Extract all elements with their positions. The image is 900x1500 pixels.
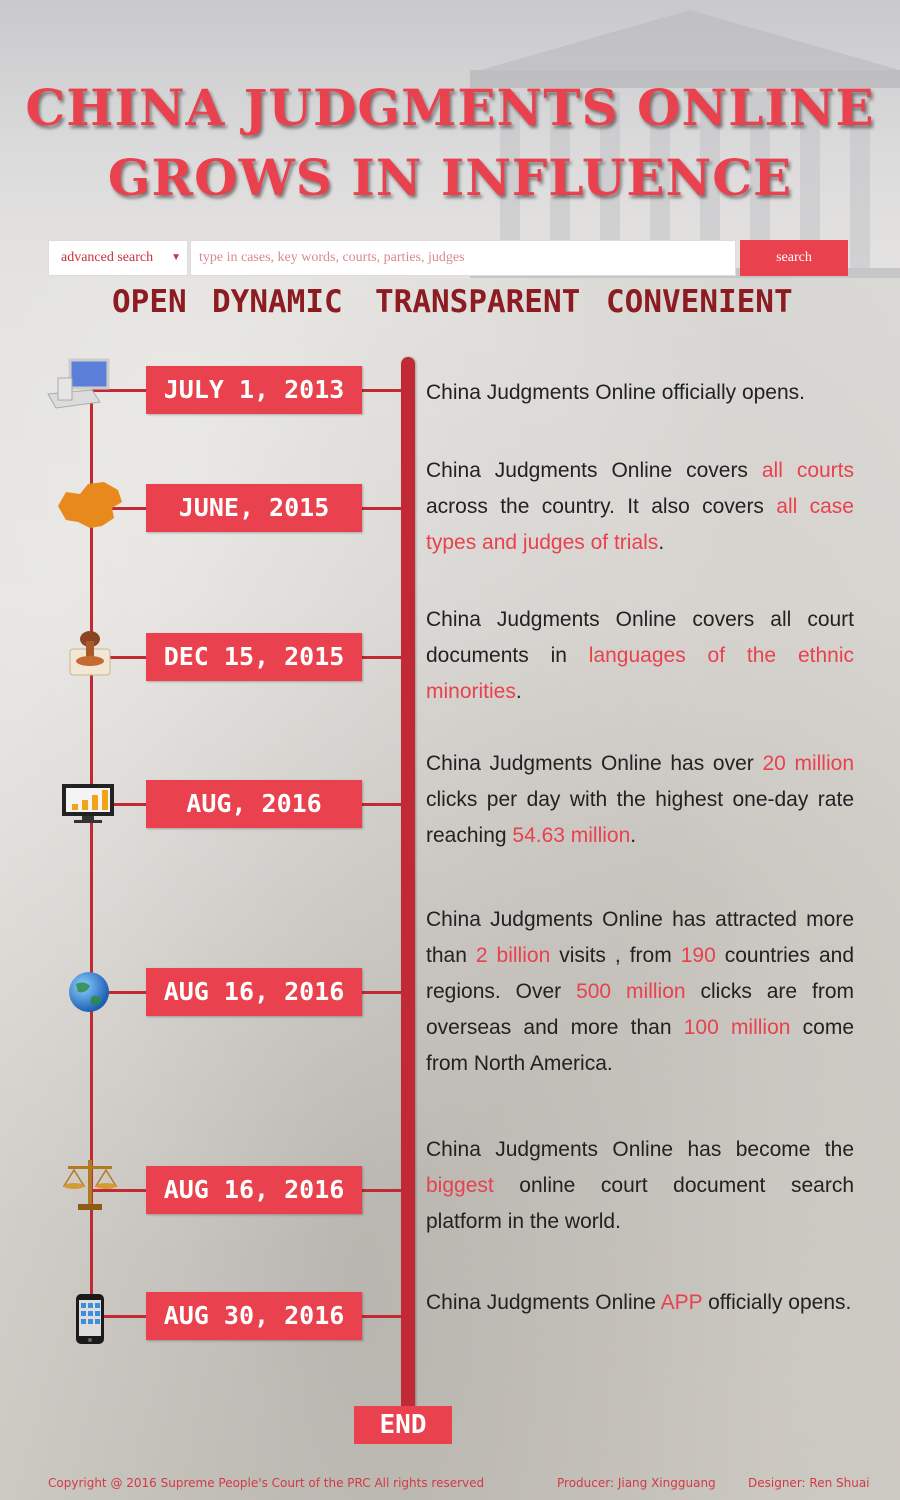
search-button[interactable]: search [740,240,848,276]
highlight-text: biggest [426,1174,494,1197]
gavel-stamp-icon [62,627,118,683]
highlight-text: 2 billion [475,944,551,967]
china-map-icon [52,478,126,534]
date-label: DEC 15, 2015 [146,633,362,681]
highlight-text: 54.63 million [512,824,631,847]
description-text: visits , from [550,944,681,967]
description-text: countries and regions. Over [426,944,854,1003]
entry-description [426,746,854,854]
computer-icon [44,358,114,412]
description-text: . [515,680,522,703]
advanced-search-label: advanced search [61,250,154,265]
search-input[interactable] [190,240,736,276]
description-text: China Judgments Online covers all court documents in [426,608,854,667]
courthouse-image [440,0,900,278]
date-label: JUNE, 2015 [146,484,362,532]
connector-right [362,1315,404,1318]
highlight-text: all courts [761,459,854,482]
advanced-search-dropdown[interactable] [48,240,188,276]
description-text: across the country. It also covers [426,495,777,518]
page-title-line1: CHINA JUDGMENTS ONLINE [25,78,875,137]
chevron-down-icon: ▼ [171,252,181,263]
tagline-convenient: CONVENIENT [606,284,793,320]
tagline-dynamic: DYNAMIC [212,284,343,320]
date-label: AUG 16, 2016 [146,1166,362,1214]
entry-description [426,1285,854,1321]
description-text: China Judgments Online has become the [426,1138,854,1161]
description-text: clicks per day with the highest one-day rate reaching [426,788,854,847]
description-text: China Judgments Online covers [426,459,762,482]
entry-description [426,375,854,411]
highlight-text: 20 million [762,752,854,775]
globe-icon [66,970,112,1014]
entry-description [426,453,854,561]
connector-right [362,507,404,510]
copyright-text: Copyright @ 2016 Supreme People's Court of the PRC All rights reserved [48,1476,485,1490]
entry-description [426,602,854,710]
description-text: come from North America. [426,1016,855,1075]
highlight-text: APP [660,1291,703,1314]
description-text: China Judgments Online has over [426,752,763,775]
description-text: . [658,531,665,554]
highlight-text: 190 [680,944,716,967]
highlight-text: 100 million [683,1016,791,1039]
description-text: officially opens. [702,1291,852,1314]
description-text: China Judgments Online [426,1291,661,1314]
taglines [0,284,900,328]
date-label: AUG 30, 2016 [146,1292,362,1340]
connector-right [362,991,404,994]
date-label: JULY 1, 2013 [146,366,362,414]
monitor-chart-icon [60,782,116,826]
connector-right [362,803,404,806]
highlight-text: languages of the ethnic minorities [426,644,854,703]
page-title-line2: GROWS IN INFLUENCE [107,148,793,207]
date-label: AUG 16, 2016 [146,968,362,1016]
highlight-text: 500 million [576,980,686,1003]
timeline-spine [401,357,415,1407]
timeline-end-label: END [354,1406,452,1444]
entry-description [426,1132,854,1240]
description-text: . [630,824,637,847]
description-text: clicks are from overseas and more than [426,980,855,1039]
date-label: AUG, 2016 [146,780,362,828]
header-banner [0,0,900,278]
description-text: China Judgments Online has attracted more than [426,908,854,967]
entry-description [426,902,854,1082]
producer-credit: Producer: Jiang Xingguang [557,1476,716,1490]
description-text: China Judgments Online officially opens. [426,381,805,404]
footer [0,1474,900,1496]
designer-credit: Designer: Ren Shuai [748,1476,870,1490]
scales-icon [62,1156,118,1214]
connector-right [362,389,404,392]
description-text: online court document search platform in the world. [426,1174,854,1233]
smartphone-icon [74,1292,106,1346]
connector-right [362,656,404,659]
tagline-transparent: TRANSPARENT [375,284,581,320]
connector-right [362,1189,404,1192]
highlight-text: all case types and judges of trials [426,495,854,554]
tagline-open: OPEN [112,284,187,320]
